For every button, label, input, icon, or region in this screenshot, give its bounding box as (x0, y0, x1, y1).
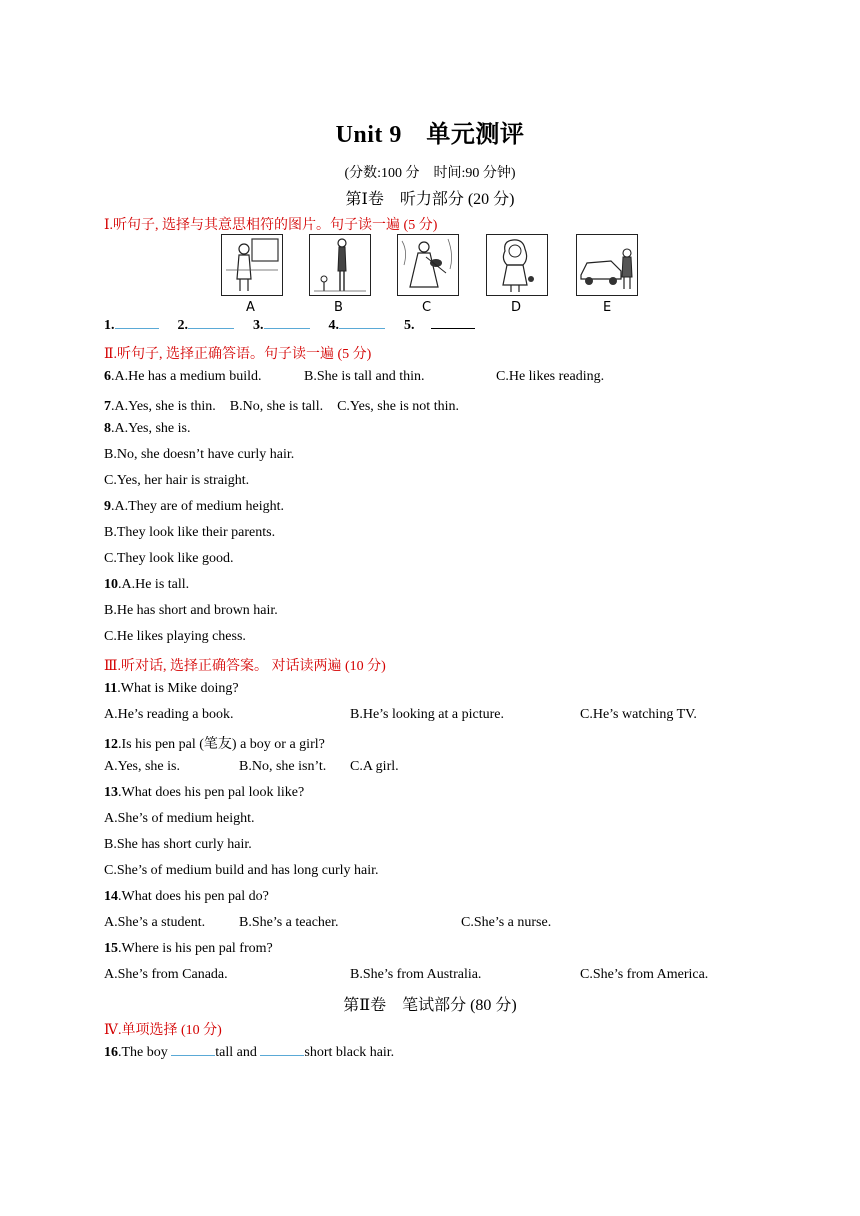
answer-blank[interactable] (264, 327, 310, 329)
man-by-car-picture (577, 235, 637, 295)
option-c: C.She’s from America. (580, 967, 709, 982)
picture-d (486, 234, 548, 296)
section-two-heading: Ⅱ.听句子, 选择正确答语。句子读一遍 (5 分) (104, 347, 372, 362)
question-14-options (104, 915, 744, 931)
option-b: B.She’s from Australia. (350, 967, 482, 982)
question-number: 6 (104, 369, 111, 384)
option-b: B.She is tall and thin. (304, 369, 425, 384)
question-number: 8 (104, 421, 111, 436)
question-number: 13 (104, 785, 118, 800)
blank-number: 1. (104, 318, 115, 333)
option-b: B.She has short curly hair. (104, 837, 252, 852)
question-9 (104, 499, 284, 515)
option-a: A.She’s of medium height. (104, 811, 255, 826)
question-15-options (104, 967, 754, 983)
question-text-part: short black hair. (304, 1045, 395, 1060)
girl-with-curly-hair-picture (487, 235, 547, 295)
question-number: 7 (104, 399, 111, 414)
question-8 (104, 421, 190, 437)
option-c: C.She’s of medium build and has long curly hair. (104, 863, 379, 878)
option-b: B.She’s a teacher. (239, 915, 339, 930)
question-stem: .Is his pen pal (笔友) a boy or a girl? (118, 737, 325, 752)
picture-label-c: C (422, 300, 432, 315)
question-number: 11 (104, 681, 118, 696)
picture-c (397, 234, 459, 296)
part-one-heading: 第Ⅰ卷 听力部分 (20 分) (345, 191, 515, 208)
picture-label-d: D (511, 300, 522, 315)
question-text-part: .The boy (118, 1045, 172, 1060)
section-four-heading: Ⅳ.单项选择 (10 分) (104, 1023, 222, 1038)
option-a: .A.He has a medium build. (111, 369, 262, 384)
option-a: .A.He is tall. (118, 577, 190, 592)
question-14 (104, 889, 269, 905)
answer-blank[interactable] (171, 1054, 215, 1056)
question-number: 12 (104, 737, 118, 752)
answer-blank[interactable] (260, 1054, 304, 1056)
answer-blank[interactable] (115, 327, 159, 329)
option-c: C.He’s watching TV. (580, 707, 697, 722)
option-a: A.He’s reading a book. (104, 707, 234, 722)
option-c: C.He likes playing chess. (104, 629, 246, 644)
option-c: C.He likes reading. (496, 369, 605, 384)
option-b: B.No, she isn’t. (239, 759, 327, 774)
part-two-heading: 第Ⅱ卷 笔试部分 (80 分) (343, 997, 517, 1014)
picture-b (309, 234, 371, 296)
picture-a (221, 234, 283, 296)
question-12 (104, 733, 325, 753)
question-13 (104, 785, 304, 801)
picture-label-a: A (246, 300, 255, 315)
option-a: A.Yes, she is. (104, 759, 180, 774)
question-12-options (104, 759, 744, 775)
question-15 (104, 941, 273, 957)
section-three-heading: Ⅲ.听对话, 选择正确答案。 对话读两遍 (10 分) (104, 659, 386, 674)
woman-with-violin-picture (398, 235, 458, 295)
question-stem: .What does his pen pal look like? (118, 785, 305, 800)
blank-number: 5. (404, 318, 415, 333)
page-title: Unit 9 单元测评 (335, 122, 525, 148)
blank-number: 4. (328, 318, 339, 333)
answer-blanks-row (104, 318, 475, 334)
section-one-heading: Ⅰ.听句子, 选择与其意思相符的图片。句子读一遍 (5 分) (104, 218, 438, 233)
question-11 (104, 681, 239, 697)
question-6 (104, 369, 744, 385)
question-number: 14 (104, 889, 118, 904)
tall-man-with-child-picture (310, 235, 370, 295)
blank-number: 2. (177, 318, 188, 333)
question-options: .A.Yes, she is thin. B.No, she is tall. C.Yes, she is not thin. (111, 399, 459, 414)
question-stem: .What does his pen pal do? (118, 889, 269, 904)
question-7 (104, 395, 459, 415)
option-a: A.She’s a student. (104, 915, 206, 930)
question-number: 10 (104, 577, 118, 592)
question-number: 16 (104, 1045, 118, 1060)
option-c: C.A girl. (350, 759, 399, 774)
option-b: B.He has short and brown hair. (104, 603, 278, 618)
option-a: .A.They are of medium height. (111, 499, 285, 514)
question-stem: .What is Mike doing? (117, 681, 239, 696)
question-10 (104, 577, 189, 593)
picture-e (576, 234, 638, 296)
answer-blank[interactable] (431, 327, 475, 329)
option-b: B.No, she doesn’t have curly hair. (104, 447, 295, 462)
option-a: A.She’s from Canada. (104, 967, 228, 982)
answer-blank[interactable] (339, 327, 385, 329)
picture-label-e: E (603, 300, 612, 315)
picture-label-b: B (334, 300, 343, 315)
option-c: C.She’s a nurse. (461, 915, 552, 930)
blank-number: 3. (253, 318, 264, 333)
option-a: .A.Yes, she is. (111, 421, 191, 436)
woman-at-blackboard-picture (222, 235, 282, 295)
question-text-part: tall and (215, 1045, 261, 1060)
option-b: B.They look like their parents. (104, 525, 276, 540)
question-stem: .Where is his pen pal from? (118, 941, 273, 956)
question-number: 9 (104, 499, 111, 514)
option-c: C.Yes, her hair is straight. (104, 473, 250, 488)
question-16 (104, 1045, 394, 1061)
option-c: C.They look like good. (104, 551, 234, 566)
option-b: B.He’s looking at a picture. (350, 707, 504, 722)
question-number: 15 (104, 941, 118, 956)
score-time-note: (分数:100 分 时间:90 分钟) (344, 166, 516, 181)
question-11-options (104, 707, 744, 723)
answer-blank[interactable] (188, 327, 234, 329)
